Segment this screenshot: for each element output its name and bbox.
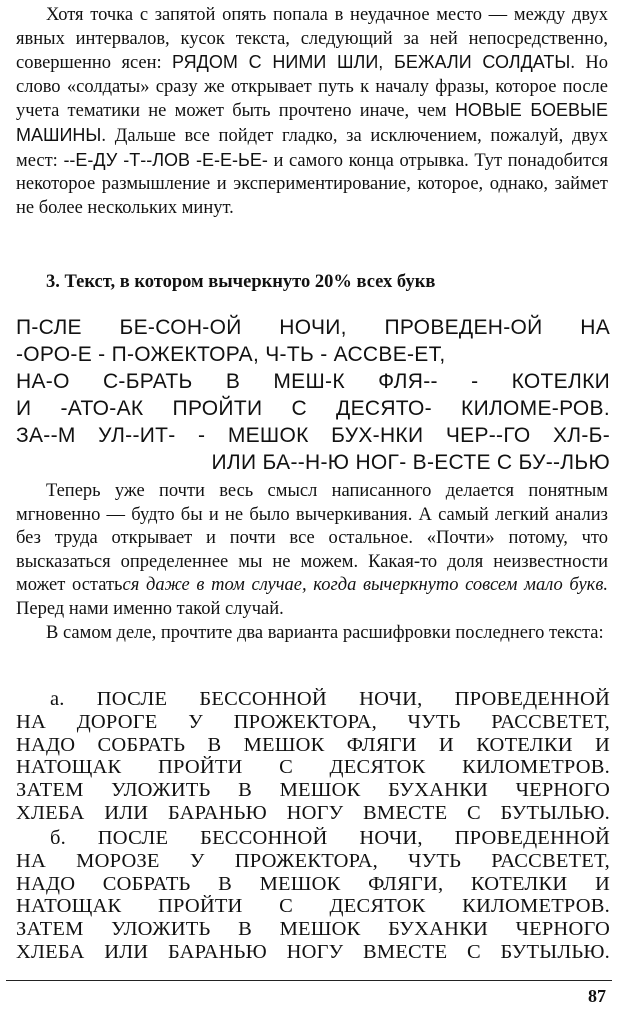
intro-caps-2: НОВЫЕ БОЕВЫЕ МАШИНЫ <box>16 100 608 145</box>
puzzle-line: И -АТО-АК ПРОЙТИ С ДЕСЯТО- КИЛОМЕ-РОВ. <box>16 397 610 420</box>
paragraph-intro <box>16 4 608 220</box>
intro-text-1: Хотя точка с запятой опять попала в неудачное место — между двух явных интервалов, кусок текста, следующий за ней непосредственно, совершенно ясен: <box>16 5 608 74</box>
analysis-text: Теперь уже почти весь смысл написанного делается понятным мгновенно — будто бы и не было вычеркивания. А самый легкий анализ без труда открывает и почти все остальное. «Почти» потому, что высказаться определеннее мы не можем. Какая-то доля неизвестности может остать <box>16 481 608 596</box>
footer-divider <box>6 980 612 981</box>
page-number: 87 <box>588 986 606 1006</box>
puzzle-line: НА-О С-БРАТЬ В МЕШ-К ФЛЯ-- - КОТЕЛКИ <box>16 370 610 393</box>
variant-b-line: НАТОЩАК ПРОЙТИ С ДЕСЯТОК КИЛОМЕТРОВ. <box>16 895 610 918</box>
variant-a-line: ЗАТЕМ УЛОЖИТЬ В МЕШОК БУХАНКИ ЧЕРНОГО <box>16 779 610 802</box>
variant-a-line: а. ПОСЛЕ БЕССОННОЙ НОЧИ, ПРОВЕДЕННОЙ <box>50 688 610 710</box>
variant-b-block <box>16 827 610 964</box>
paragraph-analysis <box>16 480 608 645</box>
variant-b-line: ЗАТЕМ УЛОЖИТЬ В МЕШОК БУХАНКИ ЧЕРНОГО <box>16 918 610 941</box>
puzzle-line: -ОРО-Е - П-ОЖЕКТОРА, Ч-ТЬ - АССВЕ-ЕТ, <box>16 343 446 366</box>
intro-text-2: . Но слово «солдаты» сразу же открывает путь к началу фразы, которое после учета тематики не может быть прочтено иначе, чем <box>16 53 608 122</box>
puzzle-line: П-СЛЕ БЕ-СОН-ОЙ НОЧИ, ПРОВЕДЕН-ОЙ НА <box>16 316 610 339</box>
paragraph-prompt: В самом деле, прочтите два варианта расшифровки последнего текста: <box>46 622 604 643</box>
puzzle-line: ЗА--М УЛ--ИТ- - МЕШОК БУХ-НКИ ЧЕР--ГО ХЛ-Б- <box>16 424 610 447</box>
analysis-text-end: Перед нами именно такой случай. <box>16 598 284 619</box>
variant-a-block <box>16 688 610 825</box>
intro-caps-1: РЯДОМ С НИМИ ШЛИ, БЕЖАЛИ СОЛДАТЫ <box>172 52 571 73</box>
variant-b-line: НАДО СОБРАТЬ В МЕШОК ФЛЯГИ, КОТЕЛКИ И <box>16 872 610 895</box>
puzzle-text-block <box>16 314 610 476</box>
intro-caps-3: --Е-ДУ -Т--ЛОВ -Е-Е-ЬЕ- <box>63 149 268 170</box>
variant-b-line: б. ПОСЛЕ БЕССОННОЙ НОЧИ, ПРОВЕДЕННОЙ <box>50 827 610 849</box>
puzzle-line: ИЛИ БА--Н-Ю НОГ- В-ЕСТЕ С БУ--ЛЬЮ <box>211 451 610 474</box>
variant-a-line: НАДО СОБРАТЬ В МЕШОК ФЛЯГИ И КОТЕЛКИ И <box>16 733 610 756</box>
variant-a-line: НАТОЩАК ПРОЙТИ С ДЕСЯТОК КИЛОМЕТРОВ. <box>16 756 610 779</box>
variant-b-line: ХЛЕБА ИЛИ БАРАНЬЮ НОГУ ВМЕСТЕ С БУТЫЛЬЮ. <box>16 940 610 963</box>
intro-text-4: и самого конца отрывка. Тут понадобится некоторое размышление и экспериментирование, которое, однако, займет не более нескольких минут. <box>16 150 608 218</box>
variant-b-line: НА МОРОЗЕ У ПРОЖЕКТОРА, ЧУТЬ РАССВЕТЕТ, <box>16 849 610 872</box>
intro-text-3: . Дальше все пойдет гладко, за исключением, пожалуй, двух мест: <box>16 125 608 171</box>
variant-a-line: НА ДОРОГЕ У ПРОЖЕКТОРА, ЧУТЬ РАССВЕТЕТ, <box>16 710 610 733</box>
section-heading: 3. Текст, в котором вычеркнуто 20% всех букв <box>46 272 436 292</box>
analysis-italic: ся даже в том случае, когда вычеркнуто совсем мало букв. <box>122 575 608 596</box>
variant-a-line: ХЛЕБА ИЛИ БАРАНЬЮ НОГУ ВМЕСТЕ С БУТЫЛЬЮ. <box>16 801 610 824</box>
